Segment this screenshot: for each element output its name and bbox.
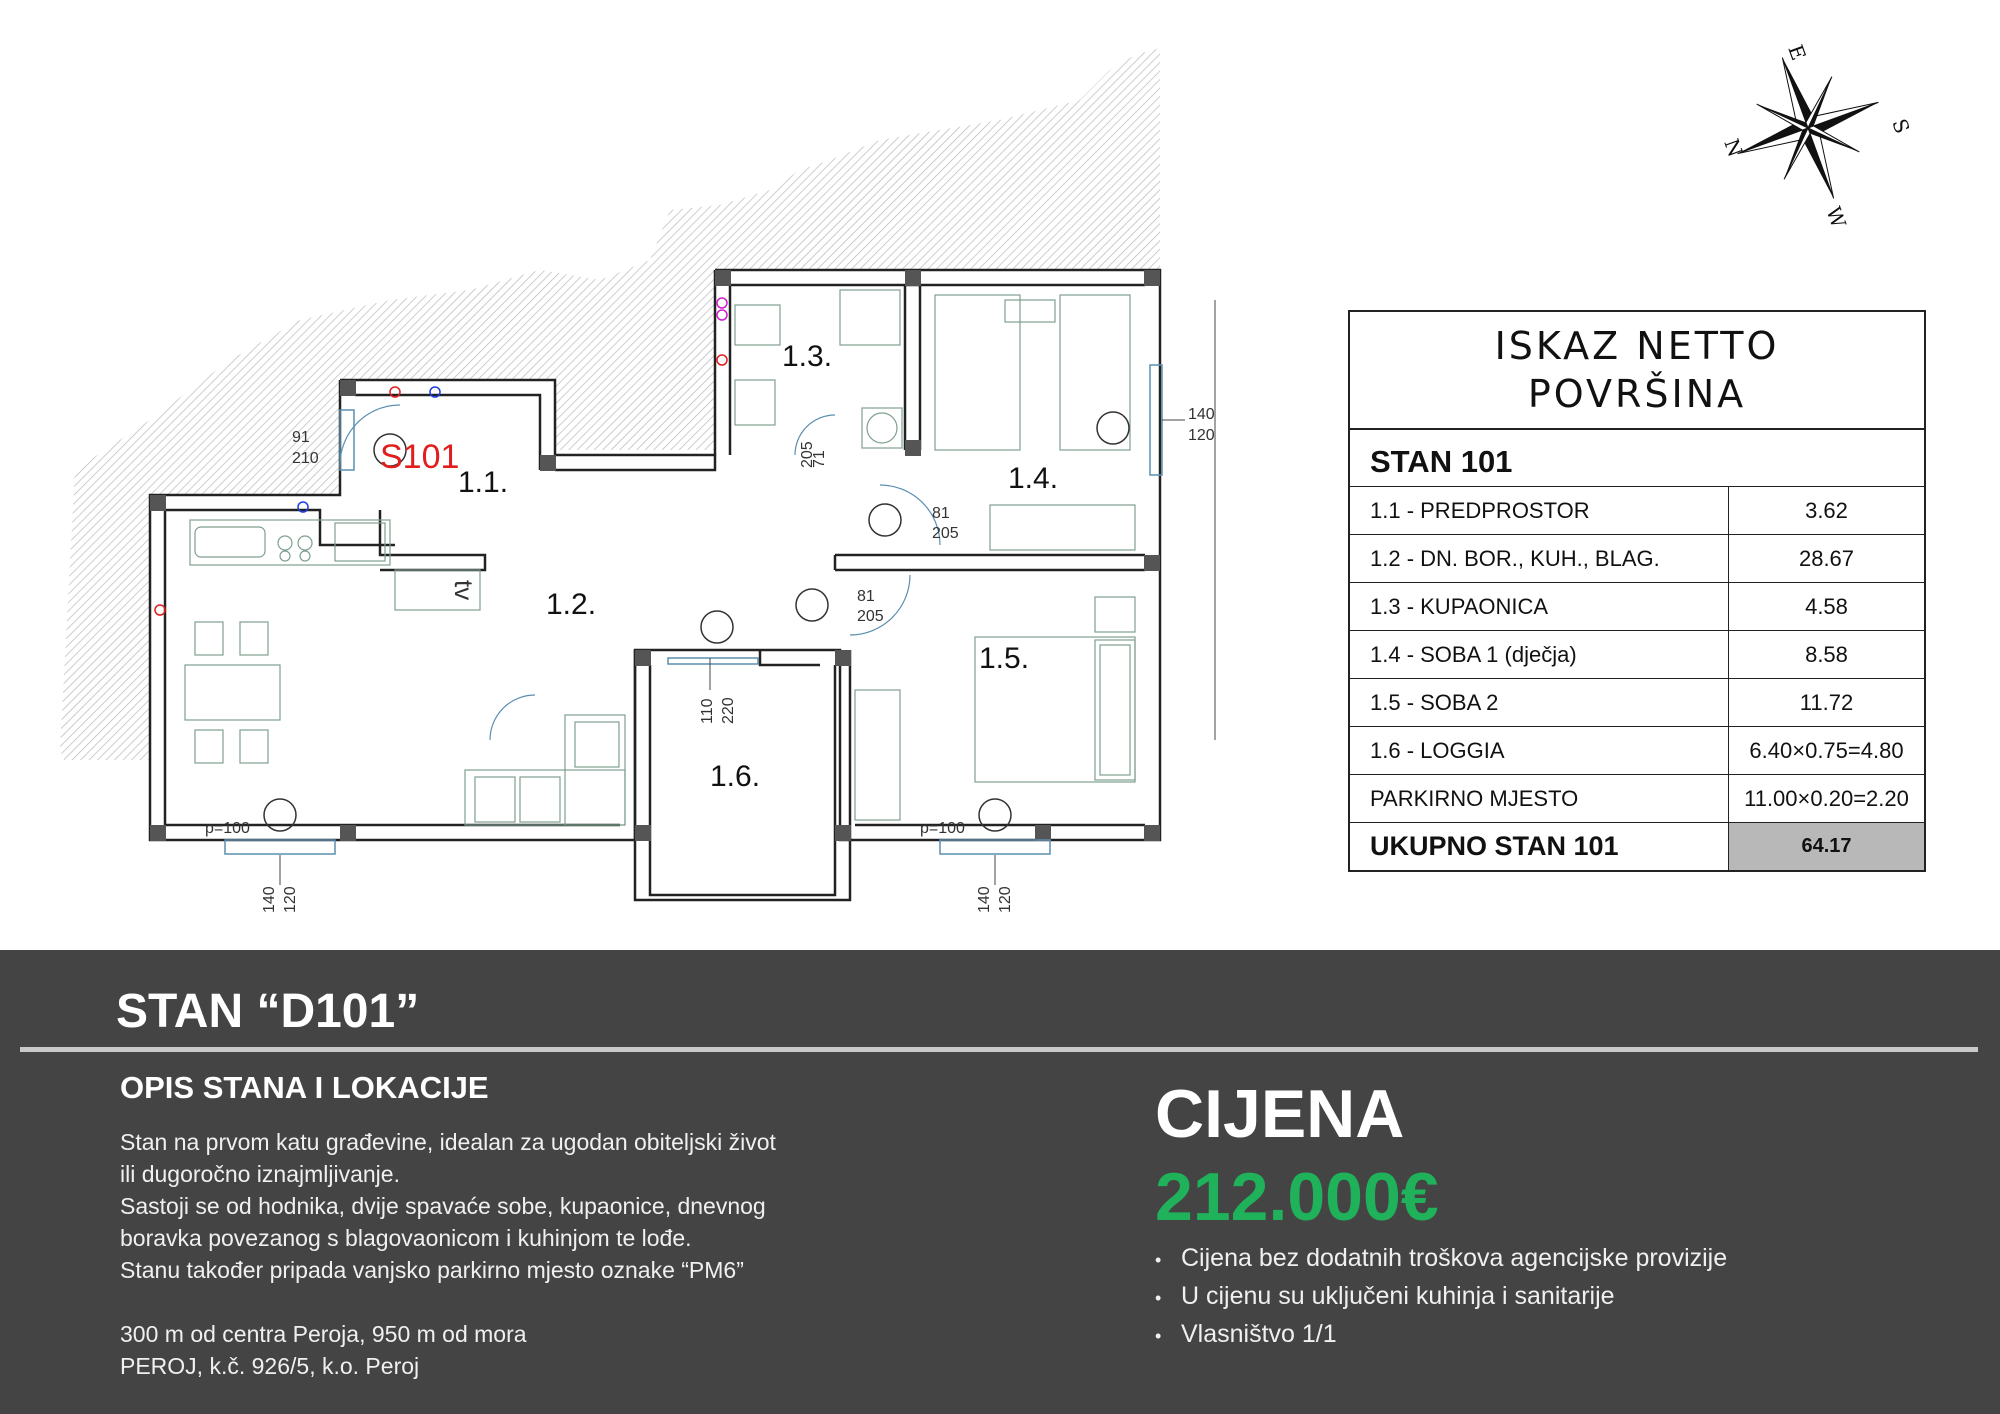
description-line: boravka povezanog s blagovaonicom i kuhinjom te lođe. [120, 1225, 692, 1251]
price-note: • Cijena bez dodatnih troškova agencijske provizije [1155, 1240, 1727, 1278]
room-label-1-4: 1.4. [1008, 462, 1059, 495]
living-window-height: 120 [282, 886, 299, 913]
apartment-title: STAN “D101” [116, 985, 420, 1038]
row-value: 8.58 [1805, 642, 1848, 667]
table-row [1350, 775, 1924, 823]
row-name: 1.4 - SOBA 1 (dječja) [1350, 631, 1729, 678]
row-value: 28.67 [1798, 546, 1855, 571]
info-panel [0, 950, 2000, 1414]
room14-window-height: 120 [1188, 427, 1215, 444]
table-row [1350, 583, 1924, 631]
location-line: PEROJ, k.č. 926/5, k.o. Peroj [120, 1353, 420, 1379]
tv-label: tv [449, 580, 479, 601]
room15-door-height: 205 [857, 608, 884, 625]
room14-door-width: 81 [932, 505, 950, 522]
row-name: 1.5 - SOBA 2 [1350, 679, 1729, 726]
price-value: 212.000€ [1155, 1159, 1439, 1235]
compass-east: E [1783, 41, 1811, 64]
room15-window-height: 120 [997, 886, 1014, 913]
compass-north: N [1719, 135, 1748, 161]
total-name: UKUPNO STAN 101 [1350, 823, 1729, 870]
row-value: 6.40×0.75=4.80 [1749, 738, 1904, 763]
room15-window-width: 140 [976, 886, 993, 913]
description-line: Stan na prvom katu građevine, idealan za ugodan obiteljski život [120, 1129, 776, 1155]
living-window-width: 140 [261, 886, 278, 913]
table-row [1350, 631, 1924, 679]
row-name: PARKIRNO MJESTO [1350, 775, 1729, 822]
table-row [1350, 535, 1924, 583]
entry-door-height: 210 [292, 450, 319, 467]
compass-south: S [1887, 115, 1915, 137]
table-title-line-2: POVRŠINA [1527, 372, 1747, 416]
description-spacer [120, 1286, 840, 1318]
sill-height-right: p=100 [920, 820, 965, 837]
room14-door-height: 205 [932, 525, 959, 542]
price-heading: CIJENA [1155, 1076, 1405, 1152]
loggia-door-width: 110 [699, 698, 716, 724]
total-value: 64.17 [1729, 823, 1924, 870]
location-line: 300 m od centra Peroja, 950 m od mora [120, 1321, 527, 1347]
description-body [120, 1126, 840, 1382]
price-notes [1155, 1240, 1727, 1354]
row-name: 1.2 - DN. BOR., KUH., BLAG. [1350, 535, 1729, 582]
table-row [1350, 487, 1924, 535]
table-row [1350, 727, 1924, 775]
row-name: 1.1 - PREDPROSTOR [1350, 487, 1729, 534]
row-value: 11.00×0.20=2.20 [1744, 786, 1909, 811]
room-label-1-5: 1.5. [979, 642, 1030, 675]
compass-west: W [1821, 203, 1851, 232]
loggia-door-height: 220 [720, 697, 737, 724]
divider [20, 1047, 1978, 1052]
bath-door-width: 71 [811, 450, 828, 468]
price-note: • U cijenu su uključeni kuhinja i sanitarije [1155, 1278, 1727, 1316]
table-total-row [1350, 823, 1924, 870]
compass-rose-icon [1712, 32, 1915, 232]
description-line: ili dugoročno iznajmljivanje. [120, 1161, 400, 1187]
row-value: 4.58 [1805, 594, 1848, 619]
bath-door-height: 205 [799, 441, 816, 468]
unit-tag: S101 [380, 438, 460, 476]
table-title-line-1: ISKAZ NETTO [1494, 324, 1780, 368]
row-name: 1.3 - KUPAONICA [1350, 583, 1729, 630]
table-row [1350, 679, 1924, 727]
area-table [1348, 310, 1926, 872]
terrain-hatch [60, 48, 1160, 950]
table-title [1350, 312, 1924, 430]
table-subtitle: STAN 101 [1350, 430, 1924, 487]
description-heading: OPIS STANA I LOKACIJE [120, 1070, 489, 1105]
row-value: 11.72 [1799, 690, 1854, 715]
description-line: Stanu također pripada vanjsko parkirno mjesto oznake “PM6” [120, 1257, 744, 1283]
price-note: • Vlasništvo 1/1 [1155, 1316, 1727, 1354]
room14-window-width: 140 [1188, 406, 1215, 423]
dimension-lines [280, 300, 1215, 885]
description-line: Sastoji se od hodnika, dvije spavaće sobe, kupaonice, dnevnog [120, 1193, 766, 1219]
sill-height-left: p=100 [205, 820, 250, 837]
room-label-1-2: 1.2. [546, 588, 597, 621]
row-name: 1.6 - LOGGIA [1350, 727, 1729, 774]
entry-door-width: 91 [292, 429, 310, 446]
room-label-1-3: 1.3. [782, 340, 833, 373]
room15-door-width: 81 [857, 588, 875, 605]
room-label-1-1: 1.1. [458, 466, 509, 499]
row-value: 3.62 [1805, 498, 1848, 523]
room-label-1-6: 1.6. [710, 760, 761, 793]
